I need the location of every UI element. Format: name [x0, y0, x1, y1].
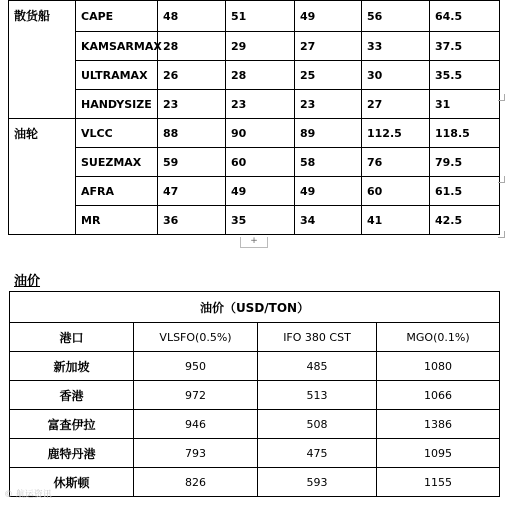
table-row: [9, 1, 500, 32]
price-cell: 475: [258, 439, 377, 468]
column-header: IFO 380 CST: [258, 323, 377, 352]
ship-type: MR: [76, 206, 158, 235]
rate-cell: 30: [362, 61, 430, 90]
group-label-bulk: 散货船: [9, 1, 76, 119]
port-name: 香港: [10, 381, 134, 410]
table-resize-handle[interactable]: [498, 176, 505, 183]
table-row: [9, 61, 500, 90]
price-cell: 950: [134, 352, 258, 381]
rate-cell: 34: [295, 206, 362, 235]
table-row: [9, 119, 500, 148]
price-cell: 508: [258, 410, 377, 439]
table-row: [10, 468, 500, 497]
ship-type: CAPE: [76, 1, 158, 32]
rate-cell: 41: [362, 206, 430, 235]
table-row: [10, 439, 500, 468]
table-caption: 油价（USD/TON）: [10, 292, 500, 323]
rate-cell: 51: [226, 1, 295, 32]
price-cell: 1386: [377, 410, 500, 439]
rate-cell: 29: [226, 32, 295, 61]
price-cell: 972: [134, 381, 258, 410]
port-name: 休斯顿: [10, 468, 134, 497]
rate-cell: 27: [362, 90, 430, 119]
rate-cell: 60: [226, 148, 295, 177]
column-header: MGO(0.1%): [377, 323, 500, 352]
column-header: 港口: [10, 323, 134, 352]
rate-cell: 89: [295, 119, 362, 148]
rate-cell: 118.5: [430, 119, 500, 148]
rate-cell: 33: [362, 32, 430, 61]
section-title: 油价: [14, 274, 41, 289]
table-header-row: [10, 323, 500, 352]
rate-cell: 76: [362, 148, 430, 177]
price-cell: 826: [134, 468, 258, 497]
column-header: VLSFO(0.5%): [134, 323, 258, 352]
rate-cell: 23: [226, 90, 295, 119]
rate-cell: 79.5: [430, 148, 500, 177]
ship-type: SUEZMAX: [76, 148, 158, 177]
watermark: © 航运资讯: [4, 490, 52, 500]
table-row: [10, 352, 500, 381]
price-cell: 793: [134, 439, 258, 468]
port-name: 富查伊拉: [10, 410, 134, 439]
price-cell: 1080: [377, 352, 500, 381]
rate-cell: 88: [158, 119, 226, 148]
table-row: [9, 177, 500, 206]
rate-cell: 35.5: [430, 61, 500, 90]
rate-cell: 61.5: [430, 177, 500, 206]
rate-cell: 48: [158, 1, 226, 32]
ship-type: HANDYSIZE: [76, 90, 158, 119]
table-caption-row: [10, 292, 500, 323]
rate-cell: 64.5: [430, 1, 500, 32]
price-cell: 1095: [377, 439, 500, 468]
table-row: [9, 206, 500, 235]
rate-cell: 36: [158, 206, 226, 235]
table-row: [9, 90, 500, 119]
rate-cell: 49: [295, 177, 362, 206]
ship-type: ULTRAMAX: [76, 61, 158, 90]
table-resize-handle[interactable]: [498, 94, 505, 101]
rate-cell: 23: [295, 90, 362, 119]
port-name: 鹿特丹港: [10, 439, 134, 468]
price-cell: 513: [258, 381, 377, 410]
table-row: [9, 148, 500, 177]
price-cell: 946: [134, 410, 258, 439]
rate-cell: 23: [158, 90, 226, 119]
price-cell: 1066: [377, 381, 500, 410]
rate-cell: 90: [226, 119, 295, 148]
rate-cell: 59: [158, 148, 226, 177]
rate-cell: 26: [158, 61, 226, 90]
rate-cell: 37.5: [430, 32, 500, 61]
group-label-tanker: 油轮: [9, 119, 76, 235]
price-cell: 485: [258, 352, 377, 381]
rate-cell: 31: [430, 90, 500, 119]
price-cell: 1155: [377, 468, 500, 497]
table-resize-handle[interactable]: [498, 231, 505, 238]
table-row: [10, 410, 500, 439]
rate-cell: 25: [295, 61, 362, 90]
rate-cell: 58: [295, 148, 362, 177]
rate-cell: 49: [295, 1, 362, 32]
rate-cell: 47: [158, 177, 226, 206]
rate-cell: 27: [295, 32, 362, 61]
ship-type: KAMSARMAX: [76, 32, 158, 61]
table-row: [9, 32, 500, 61]
price-cell: 593: [258, 468, 377, 497]
rate-cell: 112.5: [362, 119, 430, 148]
rate-cell: 56: [362, 1, 430, 32]
oil-price-table: [9, 291, 500, 497]
freight-rate-table: [8, 0, 500, 235]
rate-cell: 28: [226, 61, 295, 90]
rate-cell: 42.5: [430, 206, 500, 235]
port-name: 新加坡: [10, 352, 134, 381]
ship-type: AFRA: [76, 177, 158, 206]
rate-cell: 49: [226, 177, 295, 206]
rate-cell: 60: [362, 177, 430, 206]
table-row: [10, 381, 500, 410]
table-add-row-marker[interactable]: +: [240, 237, 268, 248]
rate-cell: 35: [226, 206, 295, 235]
ship-type: VLCC: [76, 119, 158, 148]
rate-cell: 28: [158, 32, 226, 61]
